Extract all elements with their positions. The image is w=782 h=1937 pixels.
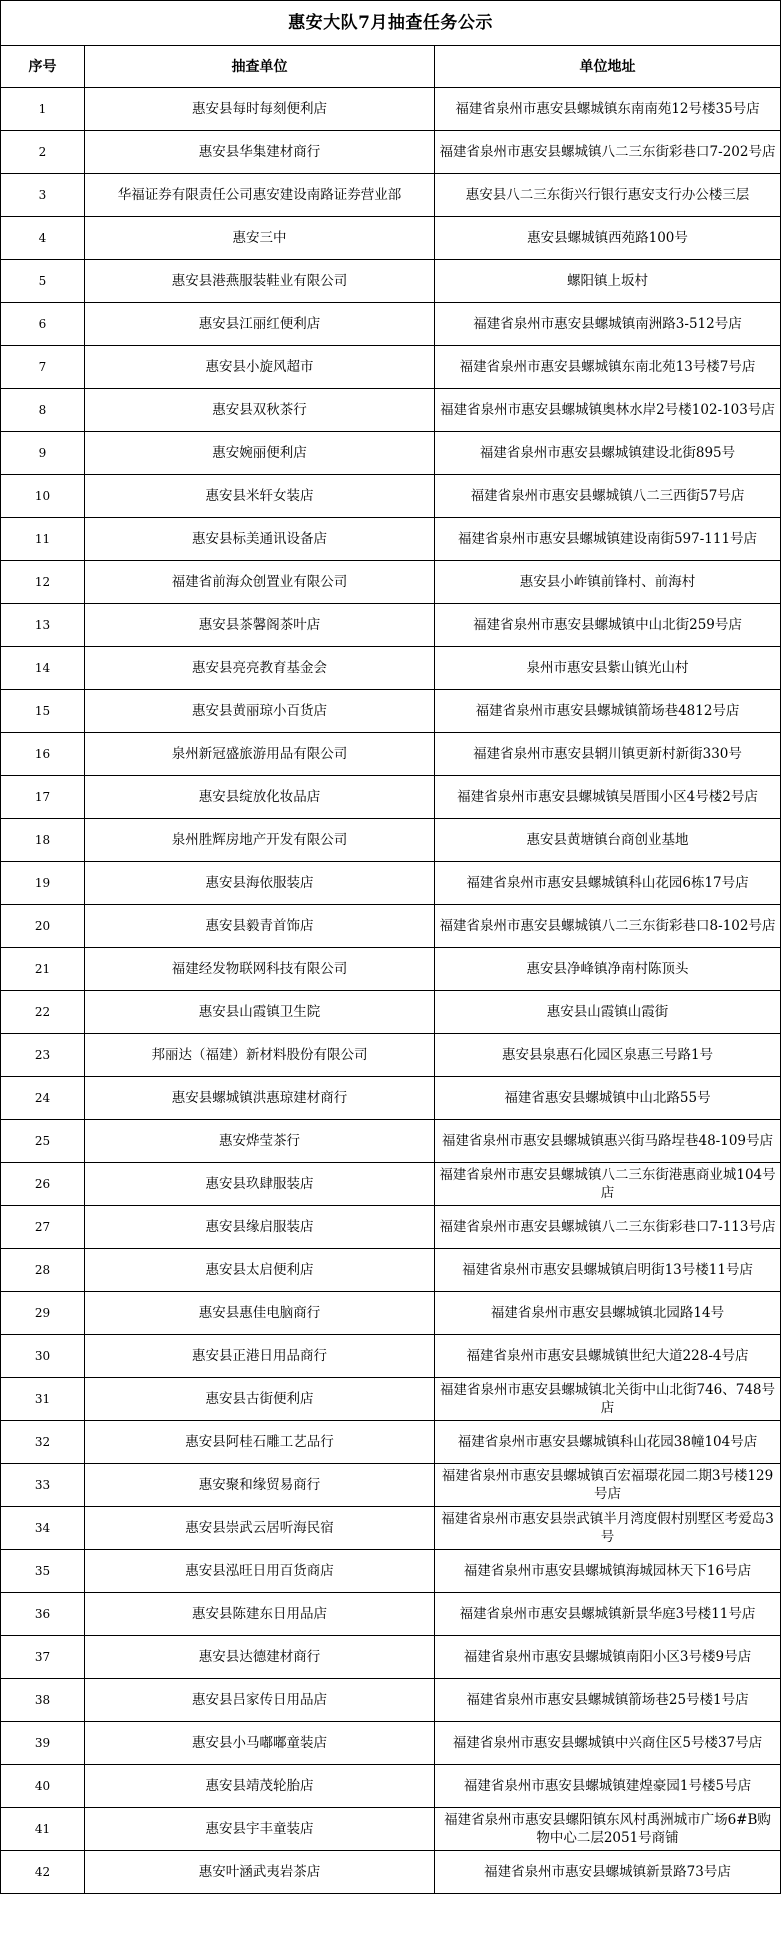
row-number: 2: [1, 131, 85, 174]
row-number: 35: [1, 1550, 85, 1593]
row-number: 7: [1, 346, 85, 389]
row-number: 6: [1, 303, 85, 346]
row-unit: 惠安县古街便利店: [85, 1378, 435, 1421]
table-row: [1, 1808, 781, 1851]
row-address: 福建省泉州市惠安县螺城镇中山北街259号店: [435, 604, 781, 647]
row-number: 10: [1, 475, 85, 518]
table-row: [1, 1378, 781, 1421]
row-number: 4: [1, 217, 85, 260]
row-number: 26: [1, 1163, 85, 1206]
row-number: 16: [1, 733, 85, 776]
row-address: 福建省泉州市惠安县螺城镇世纪大道228-4号店: [435, 1335, 781, 1378]
row-unit: 福建经发物联网科技有限公司: [85, 948, 435, 991]
row-number: 37: [1, 1636, 85, 1679]
table-row: [1, 217, 781, 260]
row-address: 福建省泉州市惠安县螺城镇启明街13号楼11号店: [435, 1249, 781, 1292]
row-unit: 惠安县毅青首饰店: [85, 905, 435, 948]
row-unit: 惠安县惠佳电脑商行: [85, 1292, 435, 1335]
table-row: [1, 690, 781, 733]
row-number: 19: [1, 862, 85, 905]
row-address: 福建省泉州市惠安县螺阳镇东风村禹洲城市广场6#B购物中心二层2051号商铺: [435, 1808, 781, 1851]
row-unit: 惠安叶涵武夷岩茶店: [85, 1851, 435, 1894]
row-address: 福建省惠安县螺城镇中山北路55号: [435, 1077, 781, 1120]
row-unit: 惠安县华集建材商行: [85, 131, 435, 174]
page-title: 惠安大队7月抽查任务公示: [1, 1, 781, 46]
table-row: [1, 948, 781, 991]
row-number: 12: [1, 561, 85, 604]
table-row: [1, 131, 781, 174]
row-address: 惠安县螺城镇西苑路100号: [435, 217, 781, 260]
row-address: 福建省泉州市惠安县螺城镇科山花园6栋17号店: [435, 862, 781, 905]
row-unit: 华福证券有限责任公司惠安建设南路证券营业部: [85, 174, 435, 217]
row-unit: 惠安县崇武云居听海民宿: [85, 1507, 435, 1550]
row-number: 31: [1, 1378, 85, 1421]
row-unit: 惠安县茶馨阁茶叶店: [85, 604, 435, 647]
row-number: 13: [1, 604, 85, 647]
row-address: 惠安县黄塘镇台商创业基地: [435, 819, 781, 862]
row-address: 福建省泉州市惠安县辋川镇更新村新街330号: [435, 733, 781, 776]
table-row: [1, 1550, 781, 1593]
table-row: [1, 1292, 781, 1335]
table-row: [1, 346, 781, 389]
table-row: [1, 1034, 781, 1077]
row-address: 福建省泉州市惠安县螺城镇八二三东街彩巷口7-113号店: [435, 1206, 781, 1249]
row-number: 9: [1, 432, 85, 475]
row-unit: 惠安县每时每刻便利店: [85, 88, 435, 131]
row-unit: 惠安县达德建材商行: [85, 1636, 435, 1679]
row-address: 福建省泉州市惠安县螺城镇北园路14号: [435, 1292, 781, 1335]
row-address: 福建省泉州市惠安县螺城镇新景华庭3号楼11号店: [435, 1593, 781, 1636]
table-row: [1, 1335, 781, 1378]
table-row: [1, 1421, 781, 1464]
row-number: 8: [1, 389, 85, 432]
row-number: 42: [1, 1851, 85, 1894]
row-address: 福建省泉州市惠安县螺城镇八二三西街57号店: [435, 475, 781, 518]
row-number: 11: [1, 518, 85, 561]
row-number: 17: [1, 776, 85, 819]
table-row: [1, 647, 781, 690]
header-num: 序号: [1, 46, 85, 88]
row-number: 39: [1, 1722, 85, 1765]
row-address: 惠安县净峰镇净南村陈顶头: [435, 948, 781, 991]
row-address: 福建省泉州市惠安县螺城镇南洲路3-512号店: [435, 303, 781, 346]
row-number: 22: [1, 991, 85, 1034]
row-address: 惠安县八二三东街兴行银行惠安支行办公楼三层: [435, 174, 781, 217]
row-address: 福建省泉州市惠安县崇武镇半月湾度假村别墅区考爱岛3号: [435, 1507, 781, 1550]
row-number: 36: [1, 1593, 85, 1636]
row-number: 1: [1, 88, 85, 131]
row-address: 福建省泉州市惠安县螺城镇八二三东街港惠商业城104号店: [435, 1163, 781, 1206]
row-unit: 惠安县靖茂轮胎店: [85, 1765, 435, 1808]
row-address: 惠安县小岞镇前锋村、前海村: [435, 561, 781, 604]
row-unit: 惠安县山霞镇卫生院: [85, 991, 435, 1034]
row-unit: 惠安县港燕服装鞋业有限公司: [85, 260, 435, 303]
row-address: 福建省泉州市惠安县螺城镇建设南街597-111号店: [435, 518, 781, 561]
row-unit: 惠安县缘启服装店: [85, 1206, 435, 1249]
row-number: 24: [1, 1077, 85, 1120]
row-unit: 泉州新冠盛旅游用品有限公司: [85, 733, 435, 776]
row-address: 福建省泉州市惠安县螺城镇八二三东街彩巷口8-102号店: [435, 905, 781, 948]
table-row: [1, 1765, 781, 1808]
row-unit: 惠安县双秋茶行: [85, 389, 435, 432]
table-row: [1, 1636, 781, 1679]
row-unit: 惠安县正港日用品商行: [85, 1335, 435, 1378]
table-row: [1, 1077, 781, 1120]
row-unit: 惠安县太启便利店: [85, 1249, 435, 1292]
row-number: 32: [1, 1421, 85, 1464]
row-address: 惠安县泉惠石化园区泉惠三号路1号: [435, 1034, 781, 1077]
table-row: [1, 389, 781, 432]
row-number: 27: [1, 1206, 85, 1249]
table-row: [1, 1593, 781, 1636]
table-row: [1, 1851, 781, 1894]
row-address: 福建省泉州市惠安县螺城镇八二三东街彩巷口7-202号店: [435, 131, 781, 174]
row-address: 福建省泉州市惠安县螺城镇科山花园38幢104号店: [435, 1421, 781, 1464]
row-address: 福建省泉州市惠安县螺城镇北关街中山北街746、748号店: [435, 1378, 781, 1421]
row-number: 33: [1, 1464, 85, 1507]
row-unit: 惠安县小旋风超市: [85, 346, 435, 389]
row-address: 惠安县山霞镇山霞街: [435, 991, 781, 1034]
row-number: 20: [1, 905, 85, 948]
row-unit: 惠安聚和缘贸易商行: [85, 1464, 435, 1507]
row-number: 38: [1, 1679, 85, 1722]
row-unit: 惠安县陈建东日用品店: [85, 1593, 435, 1636]
title-row: [1, 1, 781, 46]
row-number: 14: [1, 647, 85, 690]
table-row: [1, 1507, 781, 1550]
row-address: 福建省泉州市惠安县螺城镇惠兴街马路埕巷48-109号店: [435, 1120, 781, 1163]
header-row: [1, 46, 781, 88]
row-unit: 邦丽达（福建）新材料股份有限公司: [85, 1034, 435, 1077]
table-row: [1, 905, 781, 948]
row-address: 福建省泉州市惠安县螺城镇百宏福璟花园二期3号楼129号店: [435, 1464, 781, 1507]
row-address: 福建省泉州市惠安县螺城镇东南南苑12号楼35号店: [435, 88, 781, 131]
table-row: [1, 1722, 781, 1765]
table-row: [1, 991, 781, 1034]
row-unit: 泉州胜辉房地产开发有限公司: [85, 819, 435, 862]
row-number: 15: [1, 690, 85, 733]
row-unit: 惠安县米轩女装店: [85, 475, 435, 518]
table-row: [1, 303, 781, 346]
row-unit: 惠安烨莹茶行: [85, 1120, 435, 1163]
row-unit: 惠安县宇丰童装店: [85, 1808, 435, 1851]
row-number: 30: [1, 1335, 85, 1378]
row-number: 25: [1, 1120, 85, 1163]
table-row: [1, 260, 781, 303]
row-address: 福建省泉州市惠安县螺城镇建煌豪园1号楼5号店: [435, 1765, 781, 1808]
row-address: 福建省泉州市惠安县螺城镇中兴商住区5号楼37号店: [435, 1722, 781, 1765]
table-row: [1, 776, 781, 819]
table-row: [1, 1120, 781, 1163]
table-row: [1, 561, 781, 604]
row-address: 福建省泉州市惠安县螺城镇南阳小区3号楼9号店: [435, 1636, 781, 1679]
row-unit: 惠安县江丽红便利店: [85, 303, 435, 346]
table-row: [1, 88, 781, 131]
row-unit: 惠安县螺城镇洪惠琼建材商行: [85, 1077, 435, 1120]
row-address: 福建省泉州市惠安县螺城镇奥林水岸2号楼102-103号店: [435, 389, 781, 432]
row-unit: 惠安婉丽便利店: [85, 432, 435, 475]
table-row: [1, 174, 781, 217]
row-unit: 惠安县标美通讯设备店: [85, 518, 435, 561]
row-address: 螺阳镇上坂村: [435, 260, 781, 303]
row-address: 福建省泉州市惠安县螺城镇海城园林天下16号店: [435, 1550, 781, 1593]
row-unit: 惠安县阿桂石雕工艺品行: [85, 1421, 435, 1464]
table-row: [1, 475, 781, 518]
table-row: [1, 432, 781, 475]
row-unit: 惠安县小马嘟嘟童装店: [85, 1722, 435, 1765]
row-number: 28: [1, 1249, 85, 1292]
row-number: 3: [1, 174, 85, 217]
row-number: 18: [1, 819, 85, 862]
row-unit: 惠安县绽放化妆品店: [85, 776, 435, 819]
row-unit: 惠安县吕家传日用品店: [85, 1679, 435, 1722]
table-row: [1, 1249, 781, 1292]
table-row: [1, 1679, 781, 1722]
row-number: 29: [1, 1292, 85, 1335]
row-address: 福建省泉州市惠安县螺城镇吴厝围小区4号楼2号店: [435, 776, 781, 819]
header-unit: 抽查单位: [85, 46, 435, 88]
table-row: [1, 819, 781, 862]
table-row: [1, 1206, 781, 1249]
row-address: 福建省泉州市惠安县螺城镇箭场巷4812号店: [435, 690, 781, 733]
row-unit: 惠安县泓旺日用百货商店: [85, 1550, 435, 1593]
row-unit: 福建省前海众创置业有限公司: [85, 561, 435, 604]
table-row: [1, 733, 781, 776]
row-number: 21: [1, 948, 85, 991]
table-row: [1, 1464, 781, 1507]
row-unit: 惠安县玖肆服装店: [85, 1163, 435, 1206]
row-number: 40: [1, 1765, 85, 1808]
table-row: [1, 518, 781, 561]
row-unit: 惠安县黄丽琼小百货店: [85, 690, 435, 733]
row-number: 41: [1, 1808, 85, 1851]
row-address: 福建省泉州市惠安县螺城镇东南北苑13号楼7号店: [435, 346, 781, 389]
row-unit: 惠安县亮亮教育基金会: [85, 647, 435, 690]
row-address: 泉州市惠安县紫山镇光山村: [435, 647, 781, 690]
row-address: 福建省泉州市惠安县螺城镇箭场巷25号楼1号店: [435, 1679, 781, 1722]
row-number: 34: [1, 1507, 85, 1550]
header-address: 单位地址: [435, 46, 781, 88]
row-unit: 惠安三中: [85, 217, 435, 260]
table-row: [1, 862, 781, 905]
row-address: 福建省泉州市惠安县螺城镇建设北街895号: [435, 432, 781, 475]
row-number: 5: [1, 260, 85, 303]
row-number: 23: [1, 1034, 85, 1077]
row-address: 福建省泉州市惠安县螺城镇新景路73号店: [435, 1851, 781, 1894]
table-row: [1, 1163, 781, 1206]
table-row: [1, 604, 781, 647]
row-unit: 惠安县海依服装店: [85, 862, 435, 905]
